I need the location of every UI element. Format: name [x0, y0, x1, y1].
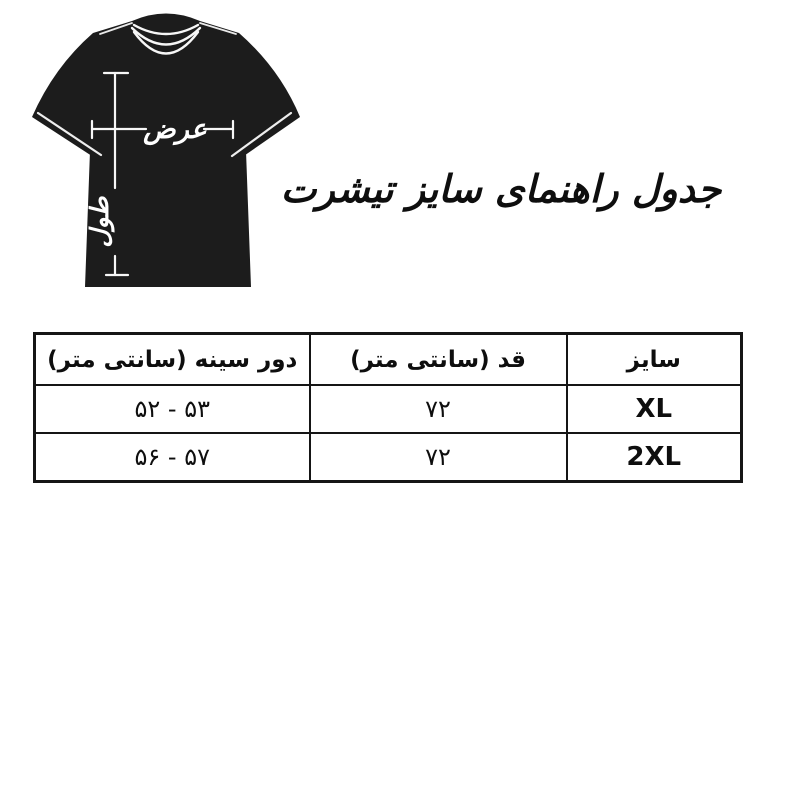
chest-value: ۵۷ - ۵۶	[35, 433, 310, 482]
chest-value: ۵۳ - ۵۲	[35, 385, 310, 433]
size-table	[33, 332, 743, 483]
size-value: XL	[567, 385, 742, 433]
tshirt-svg	[28, 5, 300, 295]
column-header-height: قد (سانتی متر)	[310, 334, 567, 386]
page-title: جدول راهنمای سایز تیشرت	[280, 167, 722, 211]
size-table-header-row	[35, 334, 742, 386]
tshirt-diagram	[28, 5, 300, 295]
table-row	[35, 433, 742, 482]
column-header-chest: دور سینه (سانتی متر)	[35, 334, 310, 386]
width-label: عرض	[143, 114, 207, 145]
table-row	[35, 385, 742, 433]
height-value: ۷۲	[310, 433, 567, 482]
height-value: ۷۲	[310, 385, 567, 433]
length-label: طول	[85, 196, 114, 248]
size-value: 2XL	[567, 433, 742, 482]
column-header-size: سایز	[567, 334, 742, 386]
